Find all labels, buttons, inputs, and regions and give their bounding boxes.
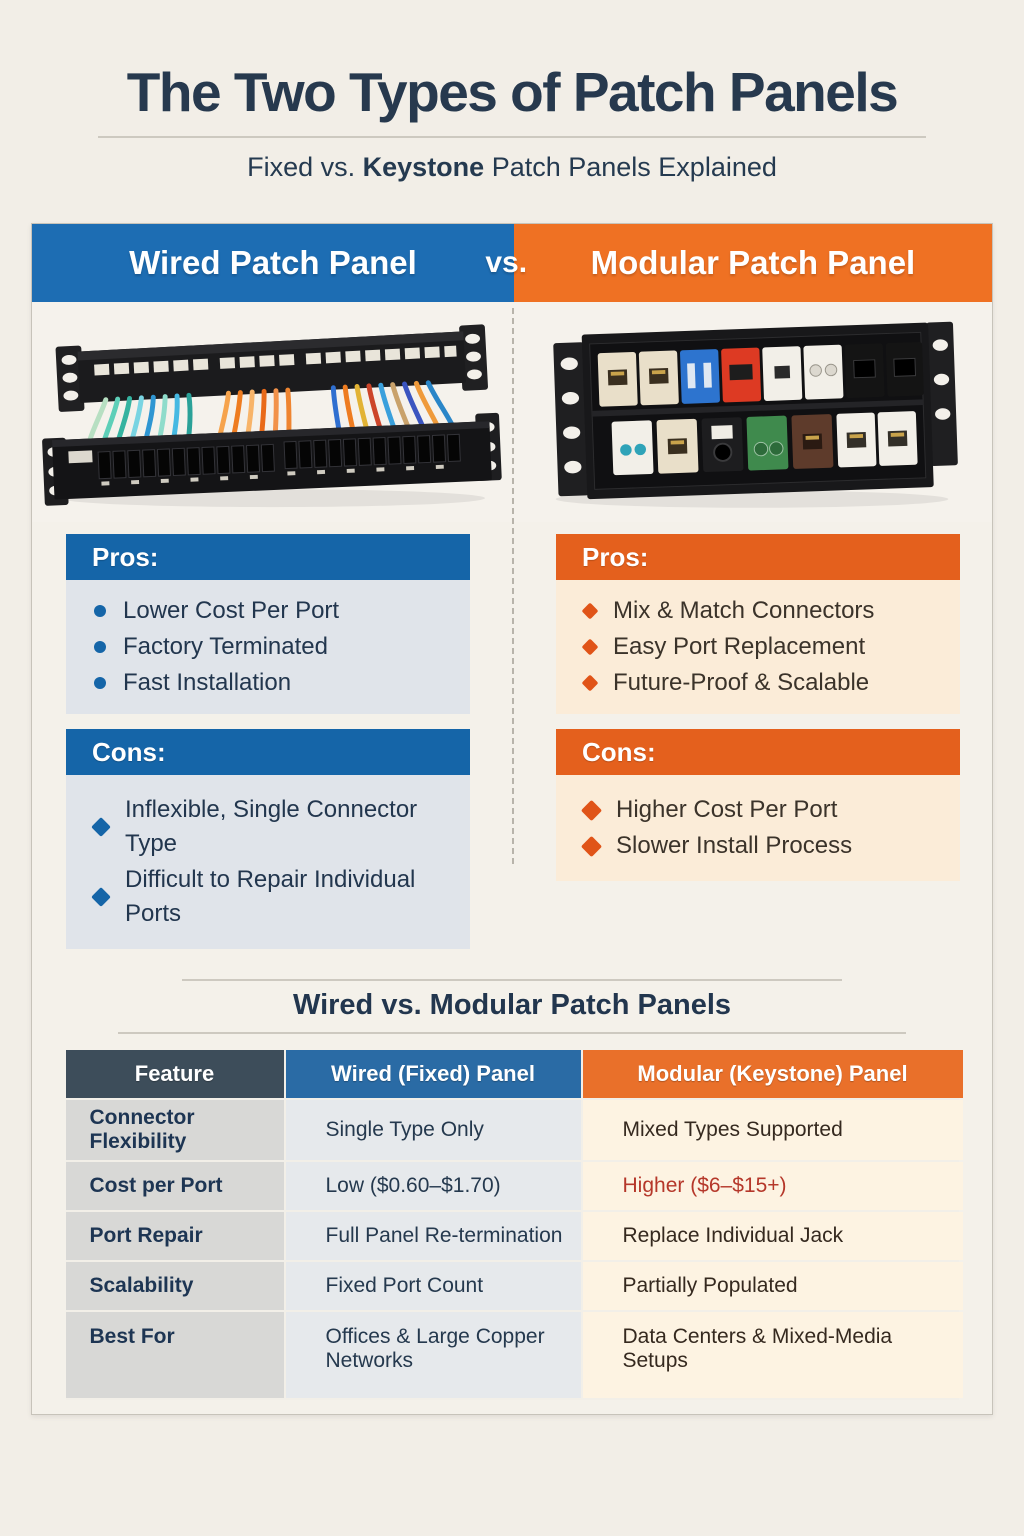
con-item-text: Slower Install Process bbox=[616, 832, 853, 859]
wired-banner: Wired Patch Panel bbox=[32, 224, 514, 302]
dot-bullet-icon bbox=[94, 605, 106, 617]
modular-banner: Modular Patch Panel bbox=[514, 224, 992, 302]
wired-cons-list bbox=[66, 775, 470, 949]
modular-pros-box bbox=[556, 534, 960, 714]
pro-item-text: Future-Proof & Scalable bbox=[613, 669, 870, 696]
wired-panel-photo bbox=[32, 302, 512, 522]
table-cell-wired: Single Type Only bbox=[286, 1100, 581, 1160]
page-subtitle bbox=[0, 152, 1024, 183]
diamond-bullet-icon bbox=[582, 639, 599, 656]
modular-pros-header: Pros: bbox=[556, 534, 960, 580]
diamond-bullet-icon bbox=[91, 817, 111, 837]
wired-pros-list bbox=[66, 580, 470, 714]
list-item bbox=[94, 863, 462, 931]
wired-pros-box bbox=[66, 534, 470, 714]
diamond-bullet-icon bbox=[581, 799, 602, 820]
table-cell-feature: Connector Flexibility bbox=[66, 1100, 284, 1160]
modular-panel-illustration bbox=[527, 308, 977, 516]
comparison-table bbox=[66, 1050, 959, 1400]
modular-cons-box bbox=[556, 729, 960, 881]
table-title-rule-bottom bbox=[118, 1032, 906, 1034]
pro-item-text: Lower Cost Per Port bbox=[123, 597, 340, 624]
table-cell-modular: Mixed Types Supported bbox=[583, 1100, 963, 1160]
subtitle-keyword: Keystone bbox=[362, 152, 485, 182]
list-item bbox=[94, 793, 462, 861]
versus-banner bbox=[32, 224, 992, 302]
table-title-rule-top bbox=[182, 979, 842, 981]
modular-cons-list bbox=[556, 775, 960, 881]
card-bottom-padding bbox=[32, 1400, 992, 1414]
table-cell-feature: Best For bbox=[66, 1312, 284, 1398]
table-cell-feature: Cost per Port bbox=[66, 1162, 284, 1210]
wired-pros-cons-column bbox=[32, 534, 512, 951]
subtitle-prefix: Fixed vs. bbox=[247, 152, 363, 182]
table-header-feature: Feature bbox=[66, 1050, 284, 1098]
table-cell-modular: Partially Populated bbox=[583, 1262, 963, 1310]
table-cell-feature: Port Repair bbox=[66, 1212, 284, 1260]
list-item bbox=[94, 594, 462, 628]
modular-pros-cons-column bbox=[512, 534, 992, 951]
table-cell-wired: Fixed Port Count bbox=[286, 1262, 581, 1310]
page-title: The Two Types of Patch Panels bbox=[126, 61, 898, 123]
dot-bullet-icon bbox=[94, 677, 106, 689]
table-cell-wired: Low ($0.60–$1.70) bbox=[286, 1162, 581, 1210]
con-item-text: Higher Cost Per Port bbox=[616, 796, 838, 823]
column-divider bbox=[512, 308, 514, 864]
wired-cons-header: Cons: bbox=[66, 729, 470, 775]
pro-item-text: Fast Installation bbox=[123, 669, 292, 696]
list-item bbox=[584, 594, 952, 628]
modular-cons-header: Cons: bbox=[556, 729, 960, 775]
table-header-modular: Modular (Keystone) Panel bbox=[583, 1050, 963, 1098]
wired-cons-box bbox=[66, 729, 470, 949]
dot-bullet-icon bbox=[94, 641, 106, 653]
wired-panel-illustration bbox=[38, 308, 506, 516]
table-title: Wired vs. Modular Patch Panels bbox=[292, 989, 732, 1021]
table-cell-modular: Data Centers & Mixed-Media Setups bbox=[583, 1312, 963, 1398]
list-item bbox=[584, 793, 952, 827]
diamond-bullet-icon bbox=[582, 603, 599, 620]
pro-item-text: Factory Terminated bbox=[123, 633, 328, 660]
comparison-table-section bbox=[32, 979, 992, 1400]
list-item bbox=[94, 630, 462, 664]
subtitle-suffix: Patch Panels Explained bbox=[484, 152, 777, 182]
comparison-card bbox=[31, 223, 993, 1415]
modular-panel-photo bbox=[512, 302, 992, 522]
title-divider bbox=[98, 136, 926, 138]
list-item bbox=[584, 666, 952, 700]
modular-pros-list bbox=[556, 580, 960, 714]
pro-item-text: Easy Port Replacement bbox=[613, 633, 866, 660]
con-item-text: Difficult to Repair Individual Ports bbox=[125, 866, 416, 927]
list-item bbox=[94, 666, 462, 700]
diamond-bullet-icon bbox=[91, 887, 111, 907]
wired-pros-header: Pros: bbox=[66, 534, 470, 580]
table-header-wired: Wired (Fixed) Panel bbox=[286, 1050, 581, 1098]
list-item bbox=[584, 829, 952, 863]
table-cell-modular-highlight: Higher ($6–$15+) bbox=[583, 1162, 963, 1210]
diamond-bullet-icon bbox=[582, 675, 599, 692]
pro-item-text: Mix & Match Connectors bbox=[613, 597, 875, 624]
list-item bbox=[584, 630, 952, 664]
vs-label: vs. bbox=[485, 246, 528, 279]
diamond-bullet-icon bbox=[581, 835, 602, 856]
table-cell-wired: Full Panel Re-termination bbox=[286, 1212, 581, 1260]
table-cell-feature: Scalability bbox=[66, 1262, 284, 1310]
table-cell-wired: Offices & Large Copper Networks bbox=[286, 1312, 581, 1398]
con-item-text: Inflexible, Single Connector Type bbox=[125, 796, 418, 857]
table-cell-modular: Replace Individual Jack bbox=[583, 1212, 963, 1260]
